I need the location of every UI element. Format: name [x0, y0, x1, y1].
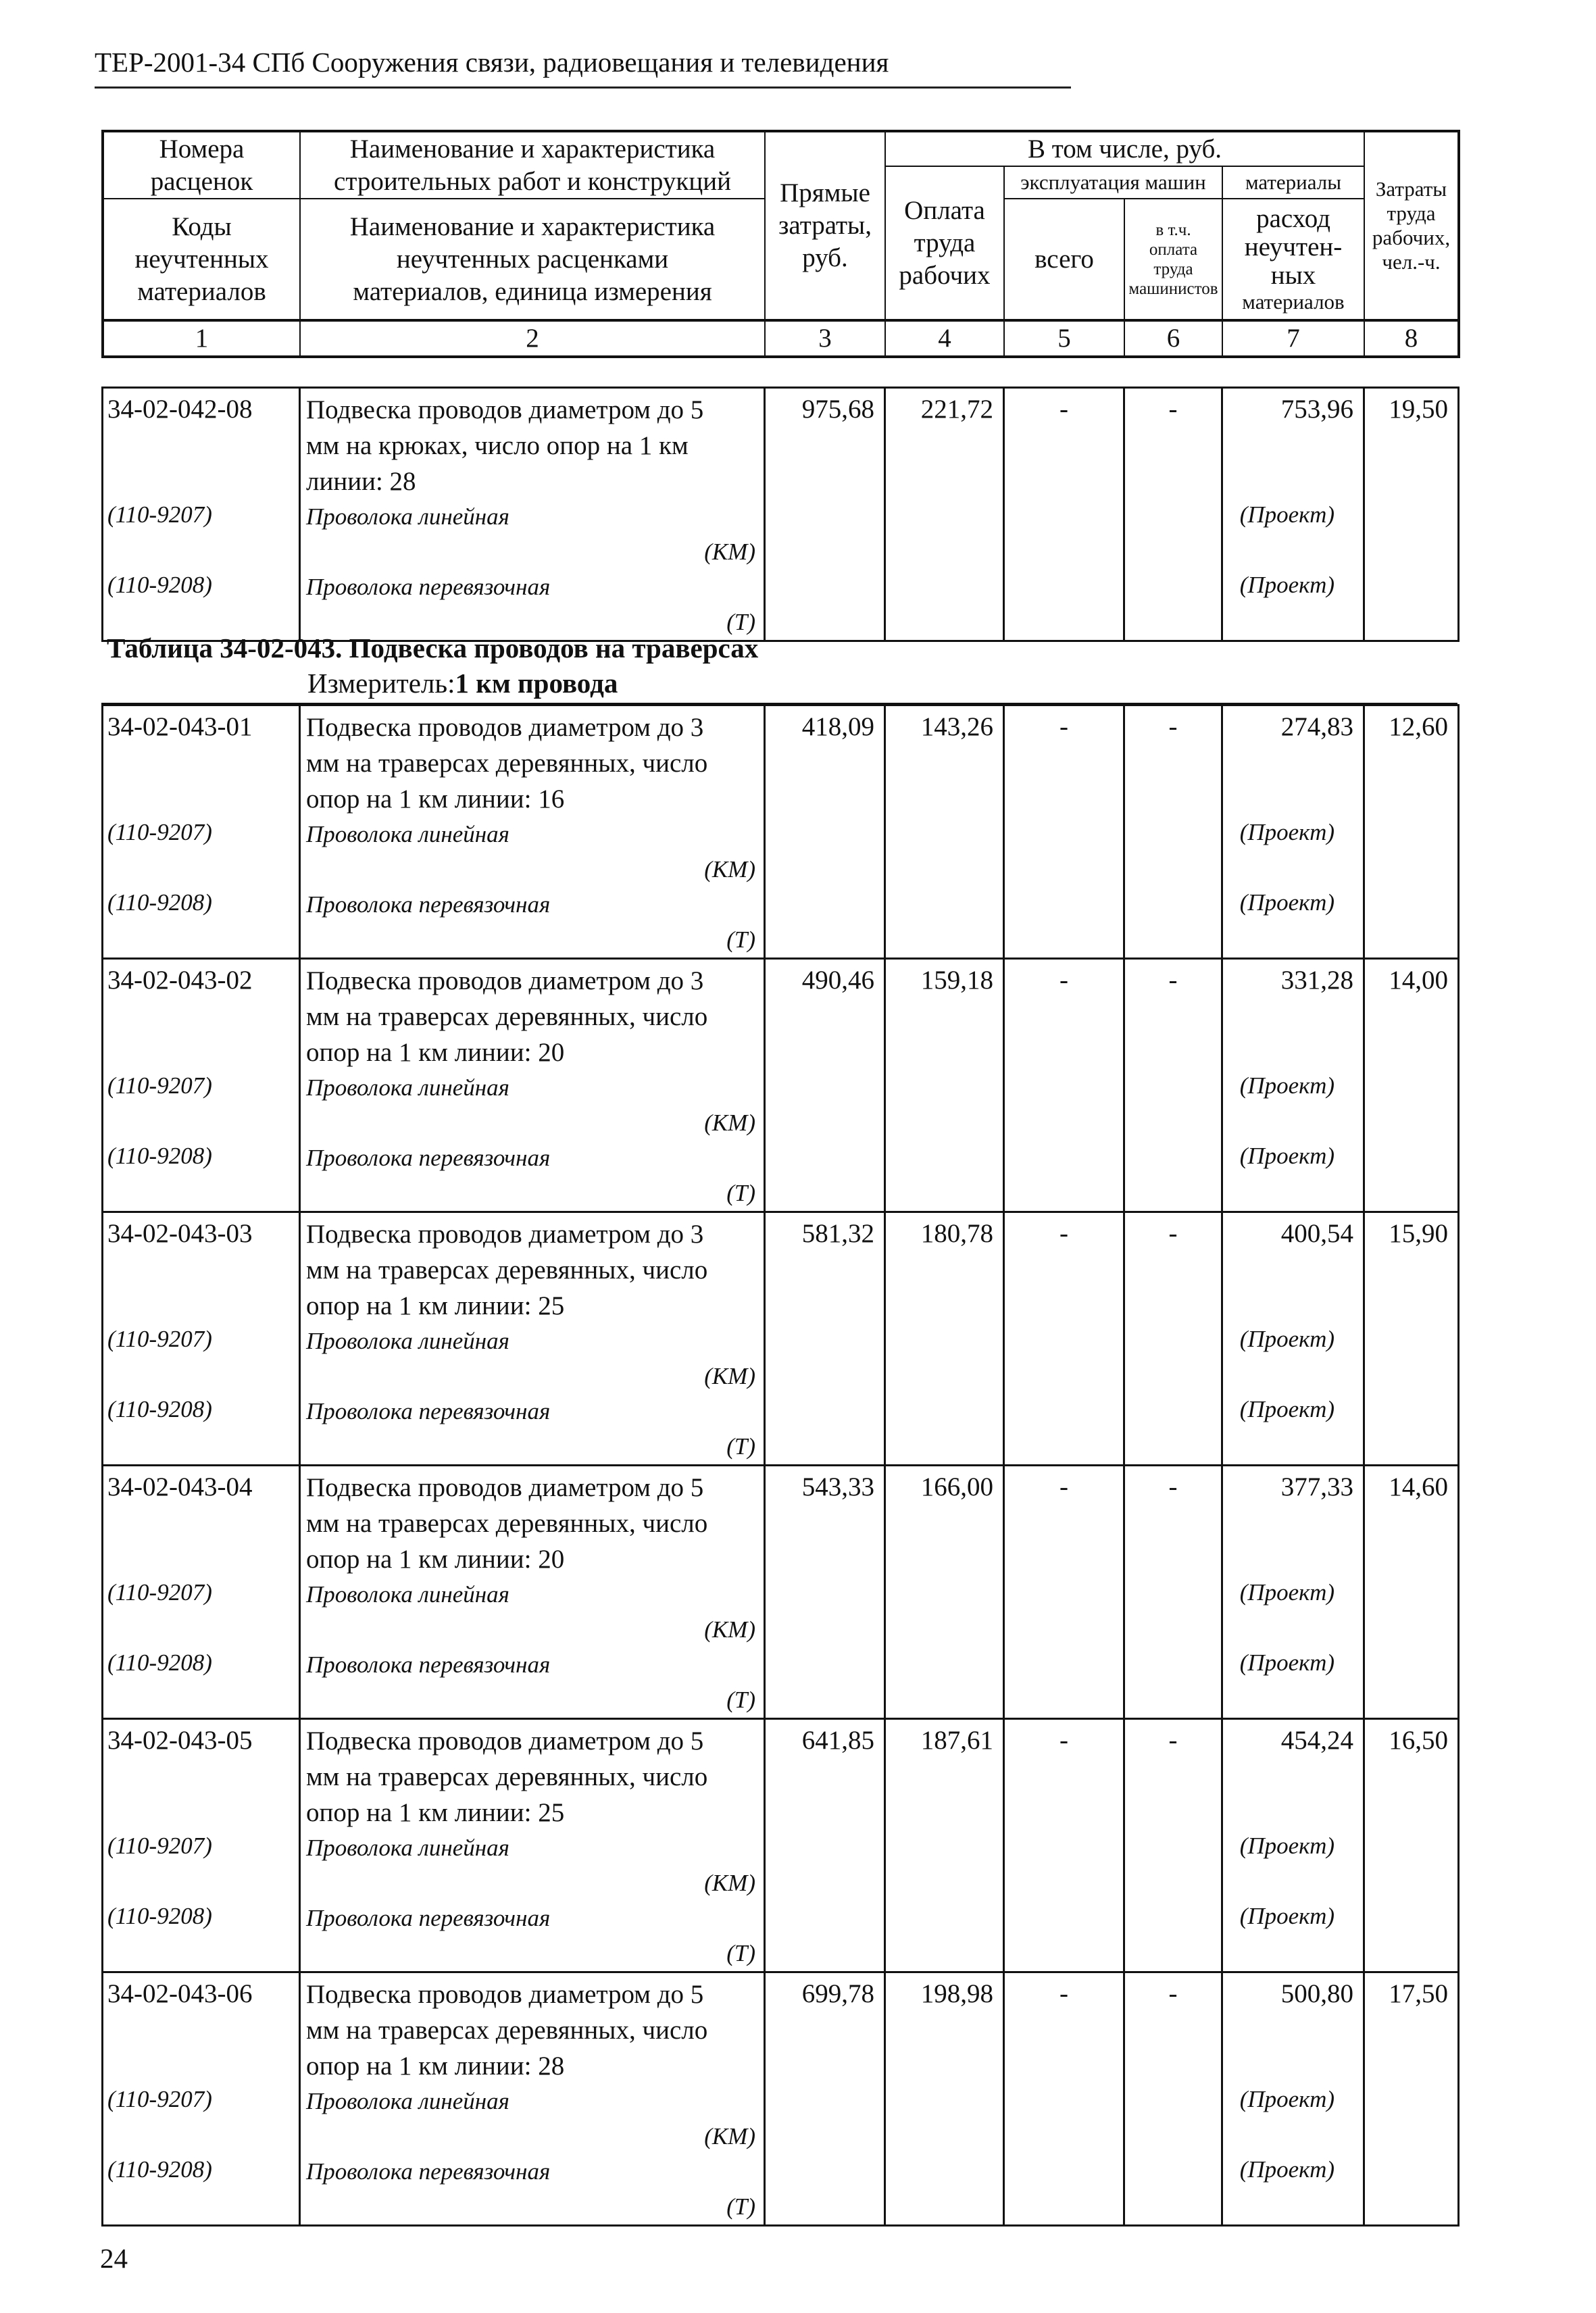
direct-costs: 543,33: [765, 1466, 885, 1719]
direct-costs: 581,32: [765, 1212, 885, 1466]
rates-table: [101, 704, 1460, 2227]
machine-costs: -: [1004, 388, 1124, 641]
table-row: 34-02-043-01 (110-9207) (110-9208) Подвеска проводов диаметром до 3 мм на траверсах деревянных, число опор на 1 км линии: 16 Проволока линейная (КМ) Проволока перевязочная (Т) 418,09 143,26 - - 274,83 (Проект) (Проект) 12,60: [103, 705, 1459, 959]
project-note: (Проект): [1239, 1072, 1335, 1099]
machine-costs: -: [1004, 959, 1124, 1212]
material-code: (110-9208): [107, 889, 212, 916]
project-note: (Проект): [1239, 1903, 1335, 1929]
machinist-labor: -: [1124, 388, 1222, 641]
project-note: (Проект): [1239, 1579, 1335, 1606]
labor-costs: 159,18: [885, 959, 1004, 1212]
direct-costs: 975,68: [765, 388, 885, 641]
col-number: 8: [1364, 320, 1459, 357]
row-description: Подвеска проводов диаметром до 5: [306, 1980, 704, 2009]
col2-bottom-header: Наименование и характеристика неучтенных расценками материалов, единица измерения: [300, 199, 765, 320]
material-name: Проволока перевязочная: [306, 1905, 551, 1931]
col8-header: Затраты труда рабочих, чел.-ч.: [1364, 131, 1459, 320]
continuation-table: [101, 387, 1460, 642]
machine-costs: -: [1004, 1466, 1124, 1719]
row-description: Подвеска проводов диаметром до 3: [306, 713, 704, 742]
material-name: Проволока перевязочная: [306, 1145, 551, 1171]
table-title: Таблица 34-02-043. Подвеска проводов на траверсах: [107, 632, 759, 664]
project-note: (Проект): [1239, 501, 1335, 528]
table-row: 34-02-043-04 (110-9207) (110-9208) Подвеска проводов диаметром до 5 мм на траверсах деревянных, число опор на 1 км линии: 20 Проволока линейная (КМ) Проволока перевязочная (Т) 543,33 166,00 - - 377,33 (Проект) (Проект) 14,60: [103, 1466, 1459, 1719]
material-code: (110-9208): [107, 2156, 212, 2183]
material-code: (110-9207): [107, 1072, 212, 1099]
material-code: (110-9207): [107, 2086, 212, 2112]
material-unit: (КМ): [704, 1110, 755, 1136]
machinist-labor: -: [1124, 1212, 1222, 1466]
material-unit: (КМ): [704, 1616, 755, 1643]
col7-header: расход неучтен- ных материалов: [1222, 199, 1364, 320]
materials-header: материалы: [1222, 166, 1364, 199]
labor-costs: 180,78: [885, 1212, 1004, 1466]
project-note: (Проект): [1239, 889, 1335, 916]
machinist-labor: -: [1124, 959, 1222, 1212]
col2-top-header: Наименование и характеристика строительных работ и конструкций: [300, 131, 765, 199]
labor-hours: 14,00: [1364, 959, 1459, 1212]
material-code: (110-9207): [107, 1833, 212, 1859]
table-row: 34-02-043-03 (110-9207) (110-9208) Подвеска проводов диаметром до 3 мм на траверсах деревянных, число опор на 1 км линии: 25 Проволока линейная (КМ) Проволока перевязочная (Т) 581,32 180,78 - - 400,54 (Проект) (Проект) 15,90: [103, 1212, 1459, 1466]
project-note: (Проект): [1239, 1649, 1335, 1676]
material-unit: (Т): [726, 2193, 755, 2220]
machine-costs: -: [1004, 1212, 1124, 1466]
rate-code: 34-02-043-02: [107, 966, 253, 995]
row-description: Подвеска проводов диаметром до 3: [306, 1220, 704, 1249]
col6-header: в т.ч. оплата труда машинистов: [1124, 199, 1222, 320]
material-costs: 331,28: [1280, 966, 1353, 995]
material-code: (110-9207): [107, 819, 212, 845]
page-header: ТЕР-2001-34 СПб Сооружения связи, радиовещания и телевидения: [95, 42, 1071, 89]
material-costs: 377,33: [1280, 1472, 1353, 1501]
material-unit: (Т): [726, 1180, 755, 1206]
col-number: 6: [1124, 320, 1222, 357]
rate-code: 34-02-042-08: [107, 395, 253, 424]
machinist-labor: -: [1124, 705, 1222, 959]
row-description: Подвеска проводов диаметром до 5: [306, 1473, 704, 1502]
material-costs: 274,83: [1280, 712, 1353, 741]
material-code: (110-9208): [107, 572, 212, 598]
material-code: (110-9207): [107, 1326, 212, 1352]
rate-code: 34-02-043-06: [107, 1979, 253, 2008]
material-unit: (КМ): [704, 2123, 755, 2149]
rate-code: 34-02-043-05: [107, 1726, 253, 1755]
table-row: 34-02-043-05 (110-9207) (110-9208) Подвеска проводов диаметром до 5 мм на траверсах деревянных, число опор на 1 км линии: 25 Проволока линейная (КМ) Проволока перевязочная (Т) 641,85 187,61 - - 454,24 (Проект) (Проект) 16,50: [103, 1719, 1459, 1972]
labor-costs: 198,98: [885, 1972, 1004, 2226]
direct-costs: 699,78: [765, 1972, 885, 2226]
material-code: (110-9208): [107, 1903, 212, 1929]
material-name: Проволока перевязочная: [306, 1651, 551, 1678]
machinist-labor: -: [1124, 1972, 1222, 2226]
col5-header: всего: [1004, 199, 1124, 320]
column-header-table: [101, 130, 1460, 358]
labor-costs: 221,72: [885, 388, 1004, 641]
labor-costs: 187,61: [885, 1719, 1004, 1972]
direct-costs: 490,46: [765, 959, 885, 1212]
material-unit: (КМ): [704, 539, 755, 565]
material-code: (110-9208): [107, 1649, 212, 1676]
material-costs: 753,96: [1280, 395, 1353, 424]
machine-costs: -: [1004, 1972, 1124, 2226]
row-description: Подвеска проводов диаметром до 5: [306, 1726, 704, 1756]
table-row: 34-02-042-08 (110-9207) (110-9208) Подвеска проводов диаметром до 5 мм на крюках, число опор на 1 км линии: 28 Проволока линейная (КМ) Проволока перевязочная (Т) 975,68 221,72 - - 753,96 (Проект) (Проект) 19,50: [103, 388, 1459, 641]
machines-header: эксплуатация машин: [1004, 166, 1222, 199]
direct-costs: 641,85: [765, 1719, 885, 1972]
labor-hours: 12,60: [1364, 705, 1459, 959]
measurement-unit: Измеритель:1 км провода: [307, 668, 618, 699]
project-note: (Проект): [1239, 2156, 1335, 2183]
material-unit: (Т): [726, 1940, 755, 1966]
material-code: (110-9208): [107, 1143, 212, 1169]
material-name: Проволока перевязочная: [306, 2158, 551, 2185]
labor-costs: 166,00: [885, 1466, 1004, 1719]
labor-costs: 143,26: [885, 705, 1004, 959]
labor-hours: 14,60: [1364, 1466, 1459, 1719]
col1-bottom-header: Коды неучтенных материалов: [103, 199, 300, 320]
material-name: Проволока линейная: [306, 1581, 509, 1608]
material-name: Проволока линейная: [306, 821, 509, 847]
material-code: (110-9207): [107, 501, 212, 528]
material-unit: (КМ): [704, 1870, 755, 1896]
material-code: (110-9207): [107, 1579, 212, 1606]
project-note: (Проект): [1239, 572, 1335, 598]
material-name: Проволока перевязочная: [306, 1398, 551, 1424]
material-code: (110-9208): [107, 1396, 212, 1422]
material-name: Проволока перевязочная: [306, 574, 551, 600]
material-costs: 500,80: [1280, 1979, 1353, 2008]
material-unit: (КМ): [704, 1363, 755, 1389]
material-costs: 400,54: [1280, 1219, 1353, 1248]
direct-costs: 418,09: [765, 705, 885, 959]
table-row: 34-02-043-02 (110-9207) (110-9208) Подвеска проводов диаметром до 3 мм на траверсах деревянных, число опор на 1 км линии: 20 Проволока линейная (КМ) Проволока перевязочная (Т) 490,46 159,18 - - 331,28 (Проект) (Проект) 14,00: [103, 959, 1459, 1212]
material-name: Проволока линейная: [306, 1074, 509, 1101]
material-unit: (Т): [726, 609, 755, 635]
col-number: 4: [885, 320, 1004, 357]
col-number: 7: [1222, 320, 1364, 357]
col-number: 3: [765, 320, 885, 357]
rate-code: 34-02-043-03: [107, 1219, 253, 1248]
material-costs: 454,24: [1280, 1726, 1353, 1755]
project-note: (Проект): [1239, 1396, 1335, 1422]
row-description: Подвеска проводов диаметром до 3: [306, 966, 704, 995]
row-description: Подвеска проводов диаметром до 5: [306, 395, 704, 424]
project-note: (Проект): [1239, 1143, 1335, 1169]
col-number: 1: [103, 320, 300, 357]
col4-header: Оплата труда рабочих: [885, 166, 1004, 320]
labor-hours: 19,50: [1364, 388, 1459, 641]
machine-costs: -: [1004, 705, 1124, 959]
labor-hours: 17,50: [1364, 1972, 1459, 2226]
rate-code: 34-02-043-04: [107, 1472, 253, 1501]
material-unit: (Т): [726, 926, 755, 953]
labor-hours: 15,90: [1364, 1212, 1459, 1466]
material-unit: (Т): [726, 1433, 755, 1460]
machine-costs: -: [1004, 1719, 1124, 1972]
rate-code: 34-02-043-01: [107, 712, 253, 741]
material-name: Проволока перевязочная: [306, 891, 551, 918]
incl-header: В том числе, руб.: [885, 131, 1364, 166]
machinist-labor: -: [1124, 1719, 1222, 1972]
project-note: (Проект): [1239, 2086, 1335, 2112]
material-name: Проволока линейная: [306, 1835, 509, 1861]
project-note: (Проект): [1239, 819, 1335, 845]
project-note: (Проект): [1239, 1833, 1335, 1859]
col1-top-header: Номера расценок: [103, 131, 300, 199]
table-row: 34-02-043-06 (110-9207) (110-9208) Подвеска проводов диаметром до 5 мм на траверсах деревянных, число опор на 1 км линии: 28 Проволока линейная (КМ) Проволока перевязочная (Т) 699,78 198,98 - - 500,80 (Проект) (Проект) 17,50: [103, 1972, 1459, 2226]
material-unit: (Т): [726, 1687, 755, 1713]
material-unit: (КМ): [704, 856, 755, 882]
page-number: 24: [100, 2243, 128, 2274]
material-name: Проволока линейная: [306, 503, 509, 530]
material-name: Проволока линейная: [306, 2088, 509, 2114]
col3-header: Прямые затраты, руб.: [765, 131, 885, 320]
material-name: Проволока линейная: [306, 1328, 509, 1354]
col-number: 2: [300, 320, 765, 357]
machinist-labor: -: [1124, 1466, 1222, 1719]
col-number: 5: [1004, 320, 1124, 357]
project-note: (Проект): [1239, 1326, 1335, 1352]
labor-hours: 16,50: [1364, 1719, 1459, 1972]
